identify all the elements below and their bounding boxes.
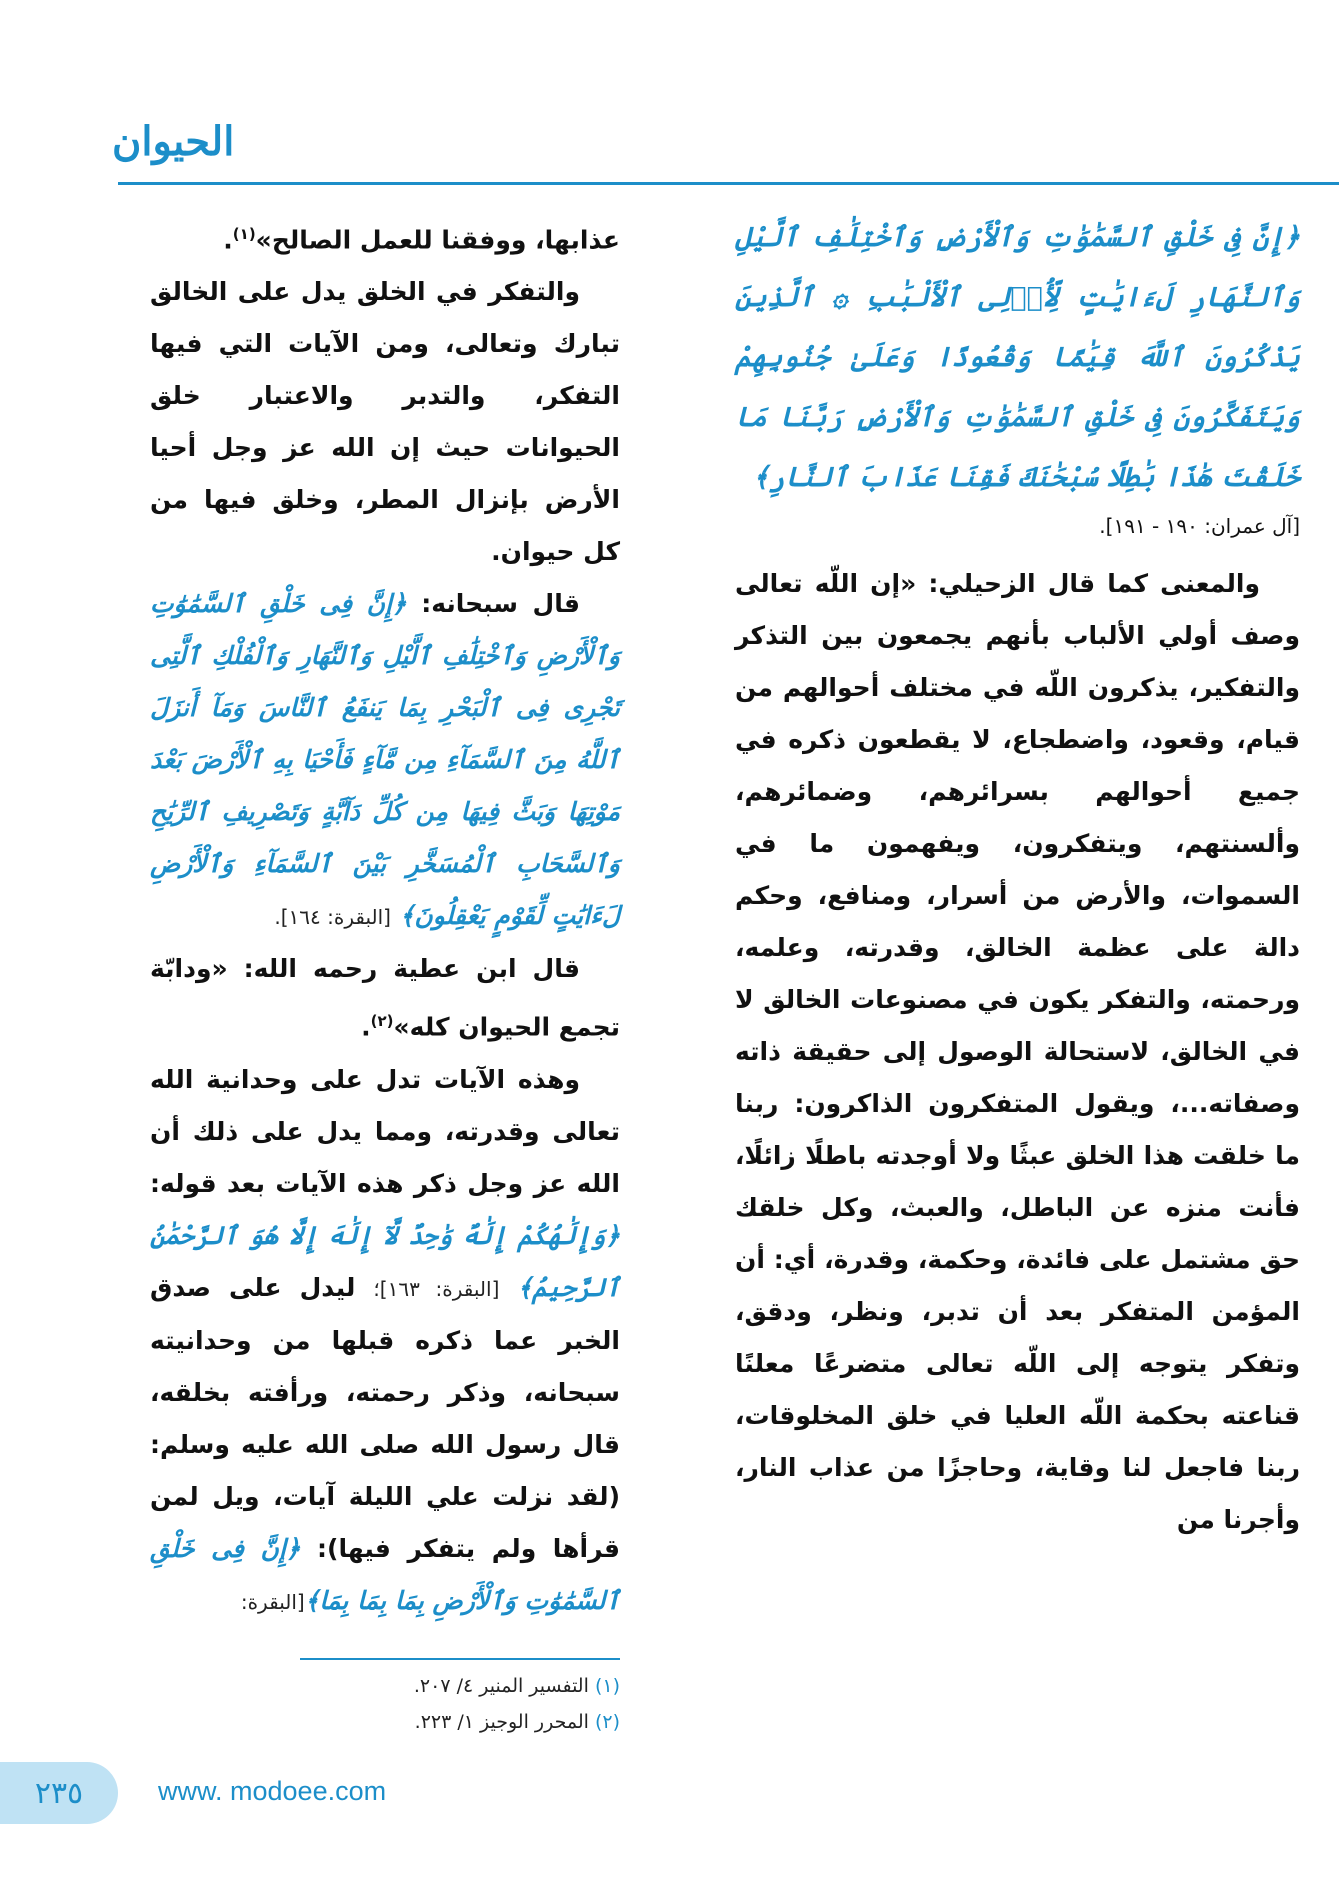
- paragraph-verse-intro: [150, 578, 620, 943]
- quran-verse-4: ﴿إِنَّ فِى خَلْقِ ٱلسَّمَٰوَٰتِ وَٱلْأَرْضِ بِمَا بِمَا بِمَا﴾: [150, 1533, 620, 1615]
- footnote-1-number: (١): [594, 1675, 620, 1697]
- oneness-continuation: ليدل على صدق الخبر عما ذكره قبلها من وحدانيته سبحانه، وذكر رحمته، ورأفته بخلقه، قال رسول الله صلى الله عليه وسلم:: [150, 1272, 620, 1459]
- verse-intro-text: قال سبحانه:: [421, 589, 580, 619]
- footnote-2-text: المحرر الوجيز ١/ ٢٢٣.: [414, 1711, 589, 1733]
- paragraph-reflection: والتفكر في الخلق يدل على الخالق تبارك وتعالى، ومن الآيات التي فيها التفكر، والتدبر والاعتبار خلق الحيوانات حيث إن الله عز وجل أحيا الأرض بإنزال المطر، وخلق فيها من كل حيوان.: [150, 277, 620, 567]
- page-number-badge: [0, 1762, 118, 1824]
- left-column: [150, 208, 620, 1628]
- right-column: [735, 208, 1300, 1546]
- page-number: ٢٣٥: [34, 1775, 84, 1811]
- paragraph-ibn-atiyya: قال ابن عطية رحمه الله: «ودابّة تجمع الحيوان كله»$^{(٢)}$.: [150, 954, 620, 1042]
- header-divider: [118, 182, 1339, 185]
- verse-3-reference: [البقرة: ١٦٣]؛: [373, 1276, 500, 1301]
- footnote-1-text: التفسير المنير ٤/ ٢٠٧.: [413, 1675, 589, 1697]
- website-url: www. modoee.com: [158, 1776, 387, 1806]
- footnote-divider: [300, 1658, 620, 1660]
- footnote-marker-2: (٢): [370, 1012, 394, 1031]
- paragraph-zuhaili-quote: والمعنى كما قال الزحيلي: «إن اللّه تعالى وصف أولي الألباب بأنهم يجمعون بين التذكر والتفكير، يذكرون اللّه في مختلف أحوالهم من قيام، وقعود، واضطجاع، لا يقطعون ذكره في جميع أحوالهم بسرائرهم، وضمائرهم، وألسنتهم، ويتفكرون، ويفهمون ما في السموات، والأرض من أسرار، ومنافع، وحكم دالة على عظمة الخالق، وقدرته، وعلمه، ورحمته، والتفكر يكون في مصنوعات الخالق لا في الخالق، لاستحالة الوصول إلى حقيقة ذاته وصفاته...، ويقول المتفكرون الذاكرون: ربنا ما خلقت هذا الخلق عبثًا ولا أوجدته باطلًا زائلًا، فأنت منزه عن الباطل، والعبث، وكل خلقك حق مشتمل على فائدة، وحكمة، وقدرة، أي: أن المؤمن المتفكر بعد أن تدبر، ونظر، ودقق، وتفكر يتوجه إلى اللّه تعالى متضرعًا معلنًا قناعته بحكمة اللّه العليا في خلق المخلوقات، ربنا فاجعل لنا وقاية، وحاجزًا من عذاب النار، وأجرنا من: [735, 569, 1300, 1534]
- verse-4-reference: [البقرة:: [240, 1589, 305, 1614]
- footnote-2: [300, 1704, 620, 1740]
- page-title: الحيوان: [112, 118, 235, 165]
- ibn-atiyya-text: قال ابن عطية رحمه الله: «ودابّة تجمع الحيوان كله»: [150, 954, 620, 1042]
- verse-1-reference: [آل عمران: ١٩٠ - ١٩١].: [1099, 514, 1300, 538]
- paragraph-continuation: عذابها، ووفقنا للعمل الصالح»$^{(١)}$.: [223, 225, 620, 255]
- quran-verse-1: ﴿إِنَّ فِى خَلْقِ ٱلسَّمَٰوَٰتِ وَٱلْأَرْضِ وَٱخْتِلَٰفِ ٱلَّيْلِ وَٱلنَّهَارِ لَءَايَٰتٍ لِّأُو۟لِى ٱلْأَلْبَٰبِ ۞ ٱلَّذِينَ يَذْكُرُونَ ٱللَّهَ قِيَٰمًا وَقُعُودًا وَعَلَىٰ جُنُوبِهِمْ وَيَتَفَكَّرُونَ فِى خَلْقِ ٱلسَّمَٰوَٰتِ وَٱلْأَرْضِ رَبَّنَا مَا خَلَقْتَ هَٰذَا بَٰطِلًا سُبْحَٰنَكَ فَقِنَا عَذَابَ ٱلنَّارِ﴾: [735, 222, 1300, 493]
- hadith-text: (لقد نزلت علي الليلة آيات، ويل لمن قرأها ولم يتفكر فيها): [150, 1481, 621, 1563]
- continuation-text: عذابها، ووفقنا للعمل الصالح»: [255, 225, 620, 255]
- footnote-marker-1: (١): [232, 225, 256, 243]
- oneness-text: وهذه الآيات تدل على وحدانية الله تعالى وقدرته، ومما يدل على ذلك أن الله عز وجل ذكر هذه الآيات بعد قوله:: [150, 1064, 620, 1198]
- paragraph-oneness: وهذه الآيات تدل على وحدانية الله تعالى وقدرته، ومما يدل على ذلك أن الله عز وجل ذكر هذه الآيات بعد قوله: ﴿وَإِلَٰهُكُمْ إِلَٰهٌ وَٰحِدٌ لَّآ إِلَٰهَ إِلَّا هُوَ ٱلرَّحْمَٰنُ ٱلرَّحِيمُ﴾ [البقرة: ١٦٣]؛ ليدل على صدق الخبر عما ذكره قبلها من وحدانيته سبحانه، وذكر رحمته، ورأفته بخلقه، قال رسول الله صلى الله عليه وسلم: (لقد نزلت علي الليلة آيات، ويل لمن قرأها ولم يتفكر فيها): ﴿إِنَّ فِى خَلْقِ ٱلسَّمَٰوَٰتِ وَٱلْأَرْضِ بِمَا بِمَا بِمَا﴾[البقرة:: [150, 1064, 621, 1615]
- verse-2-reference: [البقرة: ١٦٤].: [274, 905, 391, 930]
- quran-verse-2: ﴿إِنَّ فِى خَلْقِ ٱلسَّمَٰوَٰتِ وَٱلْأَرْضِ وَٱخْتِلَٰفِ ٱلَّيْلِ وَٱلنَّهَارِ وَٱلْفُلْكِ ٱلَّتِى تَجْرِى فِى ٱلْبَحْرِ بِمَا يَنفَعُ ٱلنَّاسَ وَمَآ أَنزَلَ ٱللَّهُ مِنَ ٱلسَّمَآءِ مِن مَّآءٍ فَأَحْيَا بِهِ ٱلْأَرْضَ بَعْدَ مَوْتِهَا وَبَثَّ فِيهَا مِن كُلِّ دَآبَّةٍ وَتَصْرِيفِ ٱلرِّيَٰحِ وَٱلسَّحَابِ ٱلْمُسَخَّرِ بَيْنَ ٱلسَّمَآءِ وَٱلْأَرْضِ لَءَايَٰتٍ لِّقَوْمٍ يَعْقِلُونَ﴾: [150, 589, 620, 931]
- footnote-2-number: (٢): [594, 1711, 620, 1733]
- footnote-1: [300, 1668, 620, 1704]
- footnotes: [300, 1668, 620, 1740]
- quran-verse-3: ﴿وَإِلَٰهُكُمْ إِلَٰهٌ وَٰحِدٌ لَّآ إِلَٰهَ إِلَّا هُوَ ٱلرَّحْمَٰنُ ٱلرَّحِيمُ﴾: [150, 1220, 620, 1302]
